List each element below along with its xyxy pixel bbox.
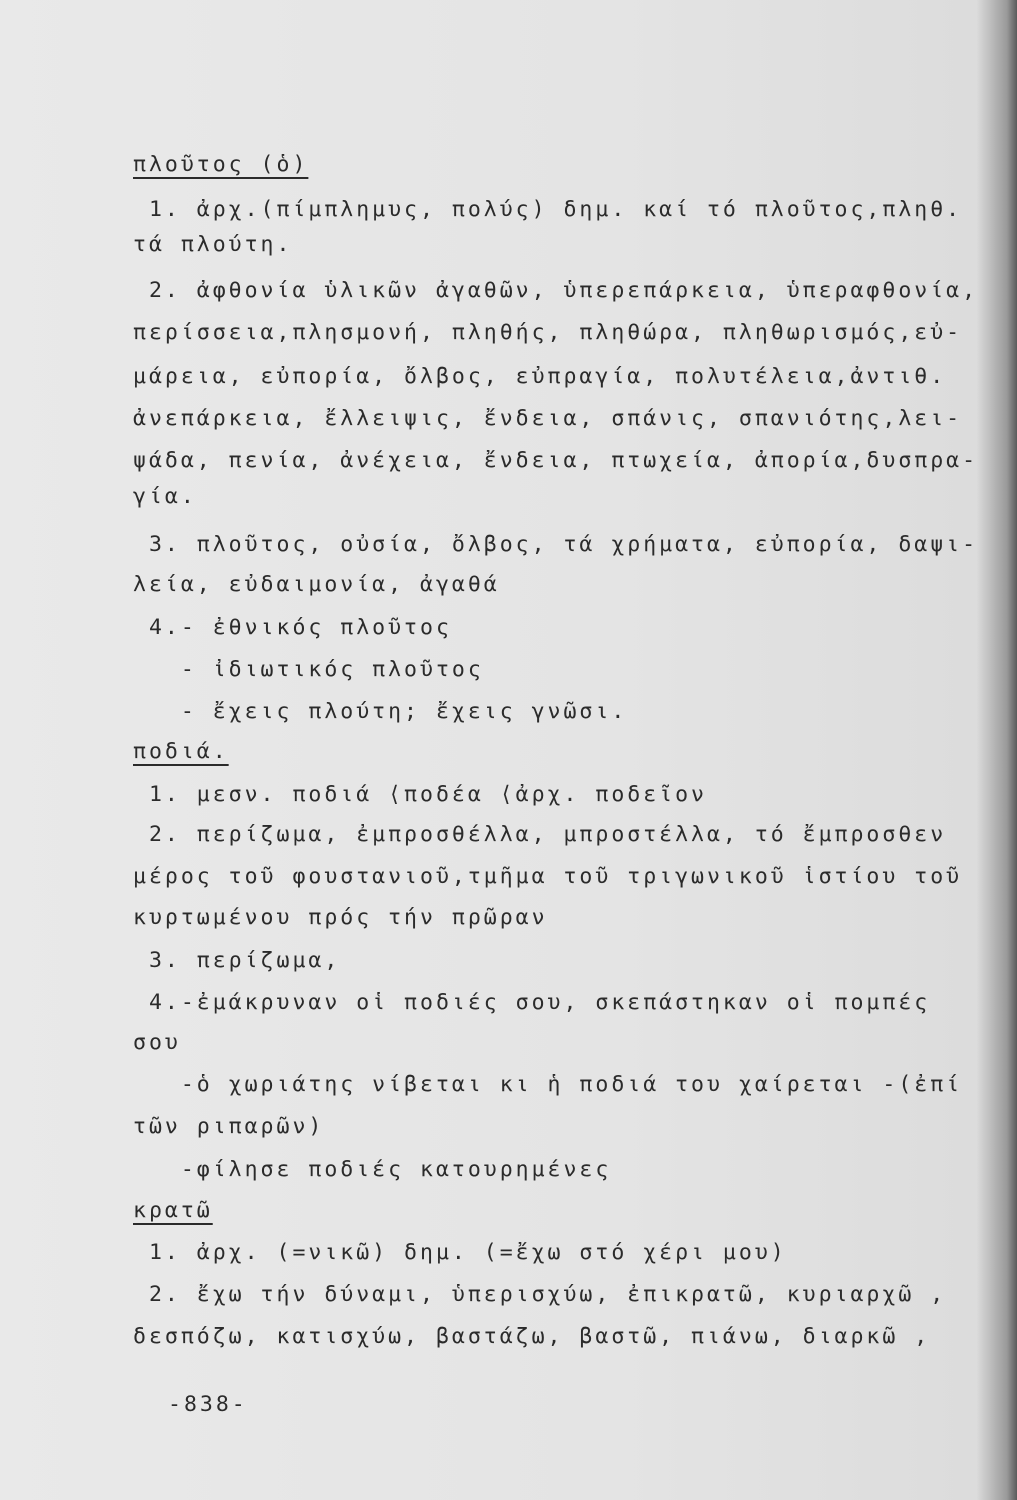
entry-heading: κρατῶ (133, 1198, 213, 1223)
entry-line: κυρτωμένου πρός τήν πρῶραν (133, 905, 548, 930)
entry-heading: ποδιά. (133, 739, 229, 764)
entry-line: ψάδα, πενία, ἀνέχεια, ἔνδεια, πτωχεία, ἀπορία,δυσπρα- (133, 448, 979, 473)
entry-line: 1. μεσν. ποδιά ⟨ποδέα ⟨ἀρχ. ποδεῖον (133, 782, 707, 807)
entry-line: 2. περίζωμα, ἐμπροσθέλλα, μπροστέλλα, τό ἔμπροσθεν (133, 822, 947, 847)
entry-line: 4.-ἐμάκρυναν οἱ ποδιές σου, σκεπάστηκαν οἱ πομπές (133, 990, 931, 1015)
entry-line: τῶν ριπαρῶν) (133, 1114, 325, 1139)
entry-line: περίσσεια,πλησμονή, πληθής, πληθώρα, πληθωρισμός,εὐ- (133, 320, 963, 345)
entry-line: λεία, εὐδαιμονία, ἀγαθά (133, 572, 500, 597)
entry-line: ἀνεπάρκεια, ἔλλειψις, ἔνδεια, σπάνις, σπανιότης,λει- (133, 406, 963, 431)
entry-line: -φίλησε ποδιές κατουρημένες (133, 1157, 612, 1182)
entry-line: -ὁ χωριάτης νίβεται κι ἡ ποδιά του χαίρεται -(ἐπί (133, 1072, 963, 1097)
entry-heading: πλοῦτος (ὁ) (133, 152, 309, 177)
entry-line: μάρεια, εὐπορία, ὄλβος, εὐπραγία, πολυτέλεια,ἀντιθ. (133, 364, 947, 389)
entry-line: 3. περίζωμα, (133, 948, 341, 973)
entry-line: 3. πλοῦτος, οὐσία, ὄλβος, τά χρήματα, εὐπορία, δαψι- (133, 532, 979, 557)
entry-line: 1. ἀρχ.(πίμπλημυς, πολύς) δημ. καί τό πλοῦτος,πληθ. (133, 197, 963, 222)
entry-line: μέρος τοῦ φουστανιοῦ,τμῆμα τοῦ τριγωνικοῦ ἱστίου τοῦ (133, 864, 963, 889)
entry-line: - ἰδιωτικός πλοῦτος (133, 657, 484, 682)
entry-line: δεσπόζω, κατισχύω, βαστάζω, βαστῶ, πιάνω, διαρκῶ , (133, 1324, 931, 1349)
page-number: -838- (168, 1392, 248, 1417)
entry-line: 1. ἀρχ. (=νικῶ) δημ. (=ἔχω στό χέρι μου) (133, 1240, 787, 1265)
entry-line: 4.- ἐθνικός πλοῦτος (133, 615, 452, 640)
entry-line: 2. ἔχω τήν δύναμι, ὑπερισχύω, ἐπικρατῶ, κυριαρχῶ , (133, 1282, 947, 1307)
entry-line: - ἔχεις πλούτη; ἔχεις γνῶσι. (133, 699, 628, 724)
entry-line: 2. ἀφθονία ὑλικῶν ἀγαθῶν, ὑπερεπάρκεια, ὑπεραφθονία, (133, 278, 979, 303)
entry-line: σου (133, 1030, 181, 1055)
entry-line: γία. (133, 484, 197, 509)
entry-line: τά πλούτη. (133, 232, 293, 257)
